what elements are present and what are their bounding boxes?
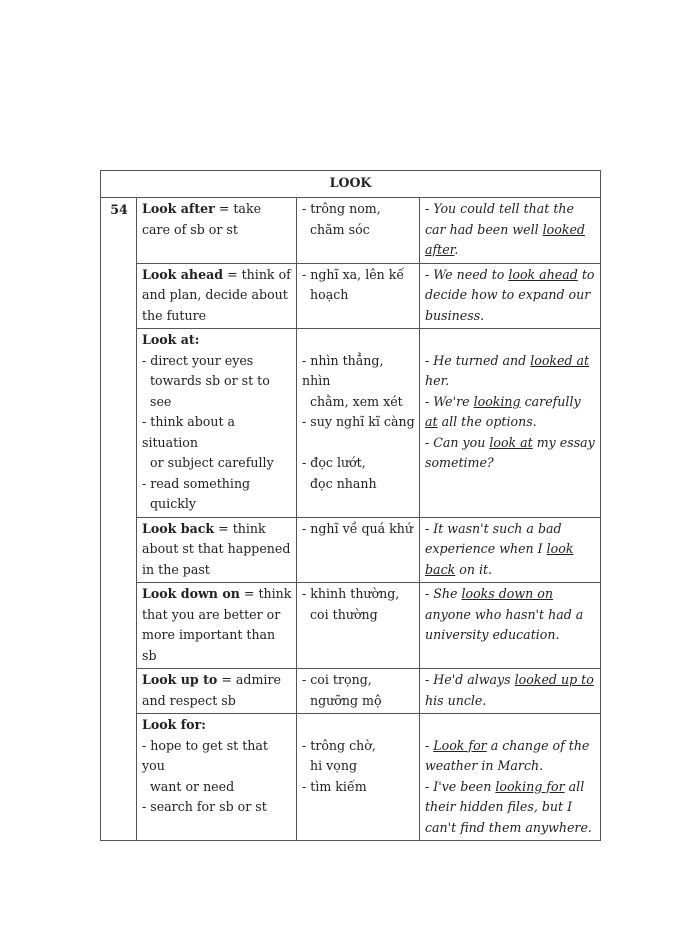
definition-cell bbox=[137, 714, 297, 841]
vietnamese-cell bbox=[297, 263, 420, 329]
vietnamese-line: - trông chờ, bbox=[302, 737, 376, 753]
phrasal-verb: Look for: bbox=[142, 717, 206, 732]
vietnamese-cell bbox=[297, 714, 420, 841]
example-cell bbox=[420, 263, 601, 329]
vocabulary-table-wrapper bbox=[100, 170, 600, 841]
example-text: all the options. bbox=[437, 414, 537, 429]
phrasal-verb: Look up to bbox=[142, 672, 218, 687]
definition-cell bbox=[137, 517, 297, 583]
example-highlight: look back bbox=[425, 541, 574, 577]
example-highlight: looked after bbox=[425, 221, 585, 257]
vietnamese-line: - coi trọng, bbox=[302, 672, 372, 687]
entry-number: 54 bbox=[101, 198, 137, 841]
example-text: all their hidden files, but I can't find them anywhere. bbox=[425, 778, 592, 835]
definition-cell bbox=[137, 329, 297, 518]
sense-line: or subject carefully bbox=[150, 455, 274, 470]
example-cell bbox=[420, 714, 601, 841]
definition-text: = think that you are better or more important than sb bbox=[142, 586, 292, 663]
vietnamese-line: - trông nom, bbox=[302, 201, 381, 216]
table-row bbox=[101, 329, 601, 518]
example-text: a change of the weather in March. bbox=[425, 737, 590, 773]
vietnamese-line: ngưỡng mộ bbox=[310, 692, 382, 708]
phrasal-verb: Look ahead bbox=[142, 266, 224, 282]
vietnamese-line: - nghĩ về quá khứ bbox=[302, 520, 413, 536]
example-highlight: looked at bbox=[530, 352, 590, 368]
vietnamese-cell bbox=[297, 517, 420, 583]
example-text: - You could tell that the car had been well bbox=[425, 201, 574, 237]
example-text: - bbox=[425, 737, 434, 753]
table-row bbox=[101, 517, 601, 583]
sense-line: - direct your eyes bbox=[142, 352, 254, 368]
example-highlight: looking for bbox=[495, 778, 565, 794]
example-text: - He'd always bbox=[425, 672, 515, 687]
example-cell bbox=[420, 669, 601, 714]
example-line bbox=[425, 736, 596, 777]
definition-cell bbox=[137, 583, 297, 669]
vietnamese-cell bbox=[297, 198, 420, 264]
example-line bbox=[425, 392, 596, 433]
table-row bbox=[101, 263, 601, 329]
vietnamese-cell bbox=[297, 329, 420, 518]
example-text: to decide how to expand our business. bbox=[425, 266, 595, 323]
table-title: LOOK bbox=[101, 171, 601, 198]
table-header-row bbox=[101, 171, 601, 198]
definition-text: = think about st that happened in the past bbox=[142, 520, 291, 577]
example-highlight: look at bbox=[489, 434, 533, 450]
vietnamese-line: - suy nghĩ kĩ càng bbox=[302, 414, 415, 429]
vietnamese-line: chằm, xem xét bbox=[310, 393, 403, 409]
example-cell bbox=[420, 583, 601, 669]
definition-cell bbox=[137, 263, 297, 329]
vietnamese-line: coi thường bbox=[310, 606, 378, 622]
example-text: . bbox=[454, 242, 459, 257]
table-row bbox=[101, 583, 601, 669]
vietnamese-line: - khinh thường, bbox=[302, 586, 400, 601]
phrasal-verbs-table bbox=[100, 170, 601, 841]
example-text: - We need to bbox=[425, 266, 509, 282]
table-row bbox=[101, 669, 601, 714]
example-text: - It wasn't such a bad experience when I bbox=[425, 520, 562, 556]
example-text: my essay sometime? bbox=[425, 434, 595, 470]
vietnamese-cell bbox=[297, 583, 420, 669]
table-row bbox=[101, 714, 601, 841]
sense-line: want or need bbox=[150, 778, 235, 794]
phrasal-verb: Look back bbox=[142, 520, 215, 536]
example-line bbox=[425, 777, 596, 839]
sense-line: quickly bbox=[150, 496, 197, 511]
example-text: - He turned and bbox=[425, 352, 531, 368]
sense-line: - search for sb or st bbox=[142, 799, 267, 814]
table-row bbox=[101, 198, 601, 264]
example-line bbox=[425, 433, 596, 474]
example-highlight: look ahead bbox=[508, 266, 578, 282]
example-highlight: looks down on bbox=[461, 586, 553, 601]
sense-line: - read something bbox=[142, 475, 251, 491]
vietnamese-line: đọc nhanh bbox=[310, 475, 377, 491]
vietnamese-line: - nghĩ xa, lên kế bbox=[302, 266, 405, 282]
definition-text: = admire and respect sb bbox=[142, 672, 281, 708]
example-text: her. bbox=[425, 373, 450, 388]
phrasal-verb: Look after bbox=[142, 201, 215, 216]
phrasal-verb: Look at: bbox=[142, 332, 200, 347]
vietnamese-line: hoạch bbox=[310, 287, 349, 302]
example-text: carefully bbox=[520, 393, 581, 409]
example-highlight: looking bbox=[473, 393, 521, 409]
example-line bbox=[425, 351, 596, 392]
sense-line: - think about a situation bbox=[142, 414, 236, 450]
vietnamese-line: chăm sóc bbox=[310, 221, 370, 237]
phrasal-verb: Look down on bbox=[142, 586, 240, 601]
example-text: anyone who hasn't had a university education. bbox=[425, 606, 584, 642]
definition-text: = think of and plan, decide about the future bbox=[142, 266, 291, 323]
example-highlight: Look for bbox=[433, 737, 487, 753]
example-text: - She bbox=[425, 586, 462, 601]
definition-text: = take care of sb or st bbox=[142, 201, 262, 237]
example-cell bbox=[420, 329, 601, 518]
example-cell bbox=[420, 517, 601, 583]
example-highlight: looked up to bbox=[514, 672, 594, 687]
example-text: - We're bbox=[425, 393, 474, 409]
example-highlight: at bbox=[425, 414, 438, 429]
example-text: - Can you bbox=[425, 434, 490, 450]
sense-line: towards sb or st to see bbox=[150, 373, 270, 409]
example-text: on it. bbox=[455, 561, 493, 577]
vietnamese-line: hi vọng bbox=[310, 758, 358, 773]
sense-line: - hope to get st that you bbox=[142, 737, 268, 773]
example-text: his uncle. bbox=[425, 692, 487, 708]
definition-cell bbox=[137, 669, 297, 714]
vietnamese-line: - đọc lướt, bbox=[302, 455, 366, 470]
vietnamese-cell bbox=[297, 669, 420, 714]
definition-cell bbox=[137, 198, 297, 264]
example-text: - I've been bbox=[425, 778, 496, 794]
vietnamese-line: - nhìn thẳng, nhìn bbox=[302, 352, 384, 388]
example-cell bbox=[420, 198, 601, 264]
vietnamese-line: - tìm kiếm bbox=[302, 778, 367, 794]
